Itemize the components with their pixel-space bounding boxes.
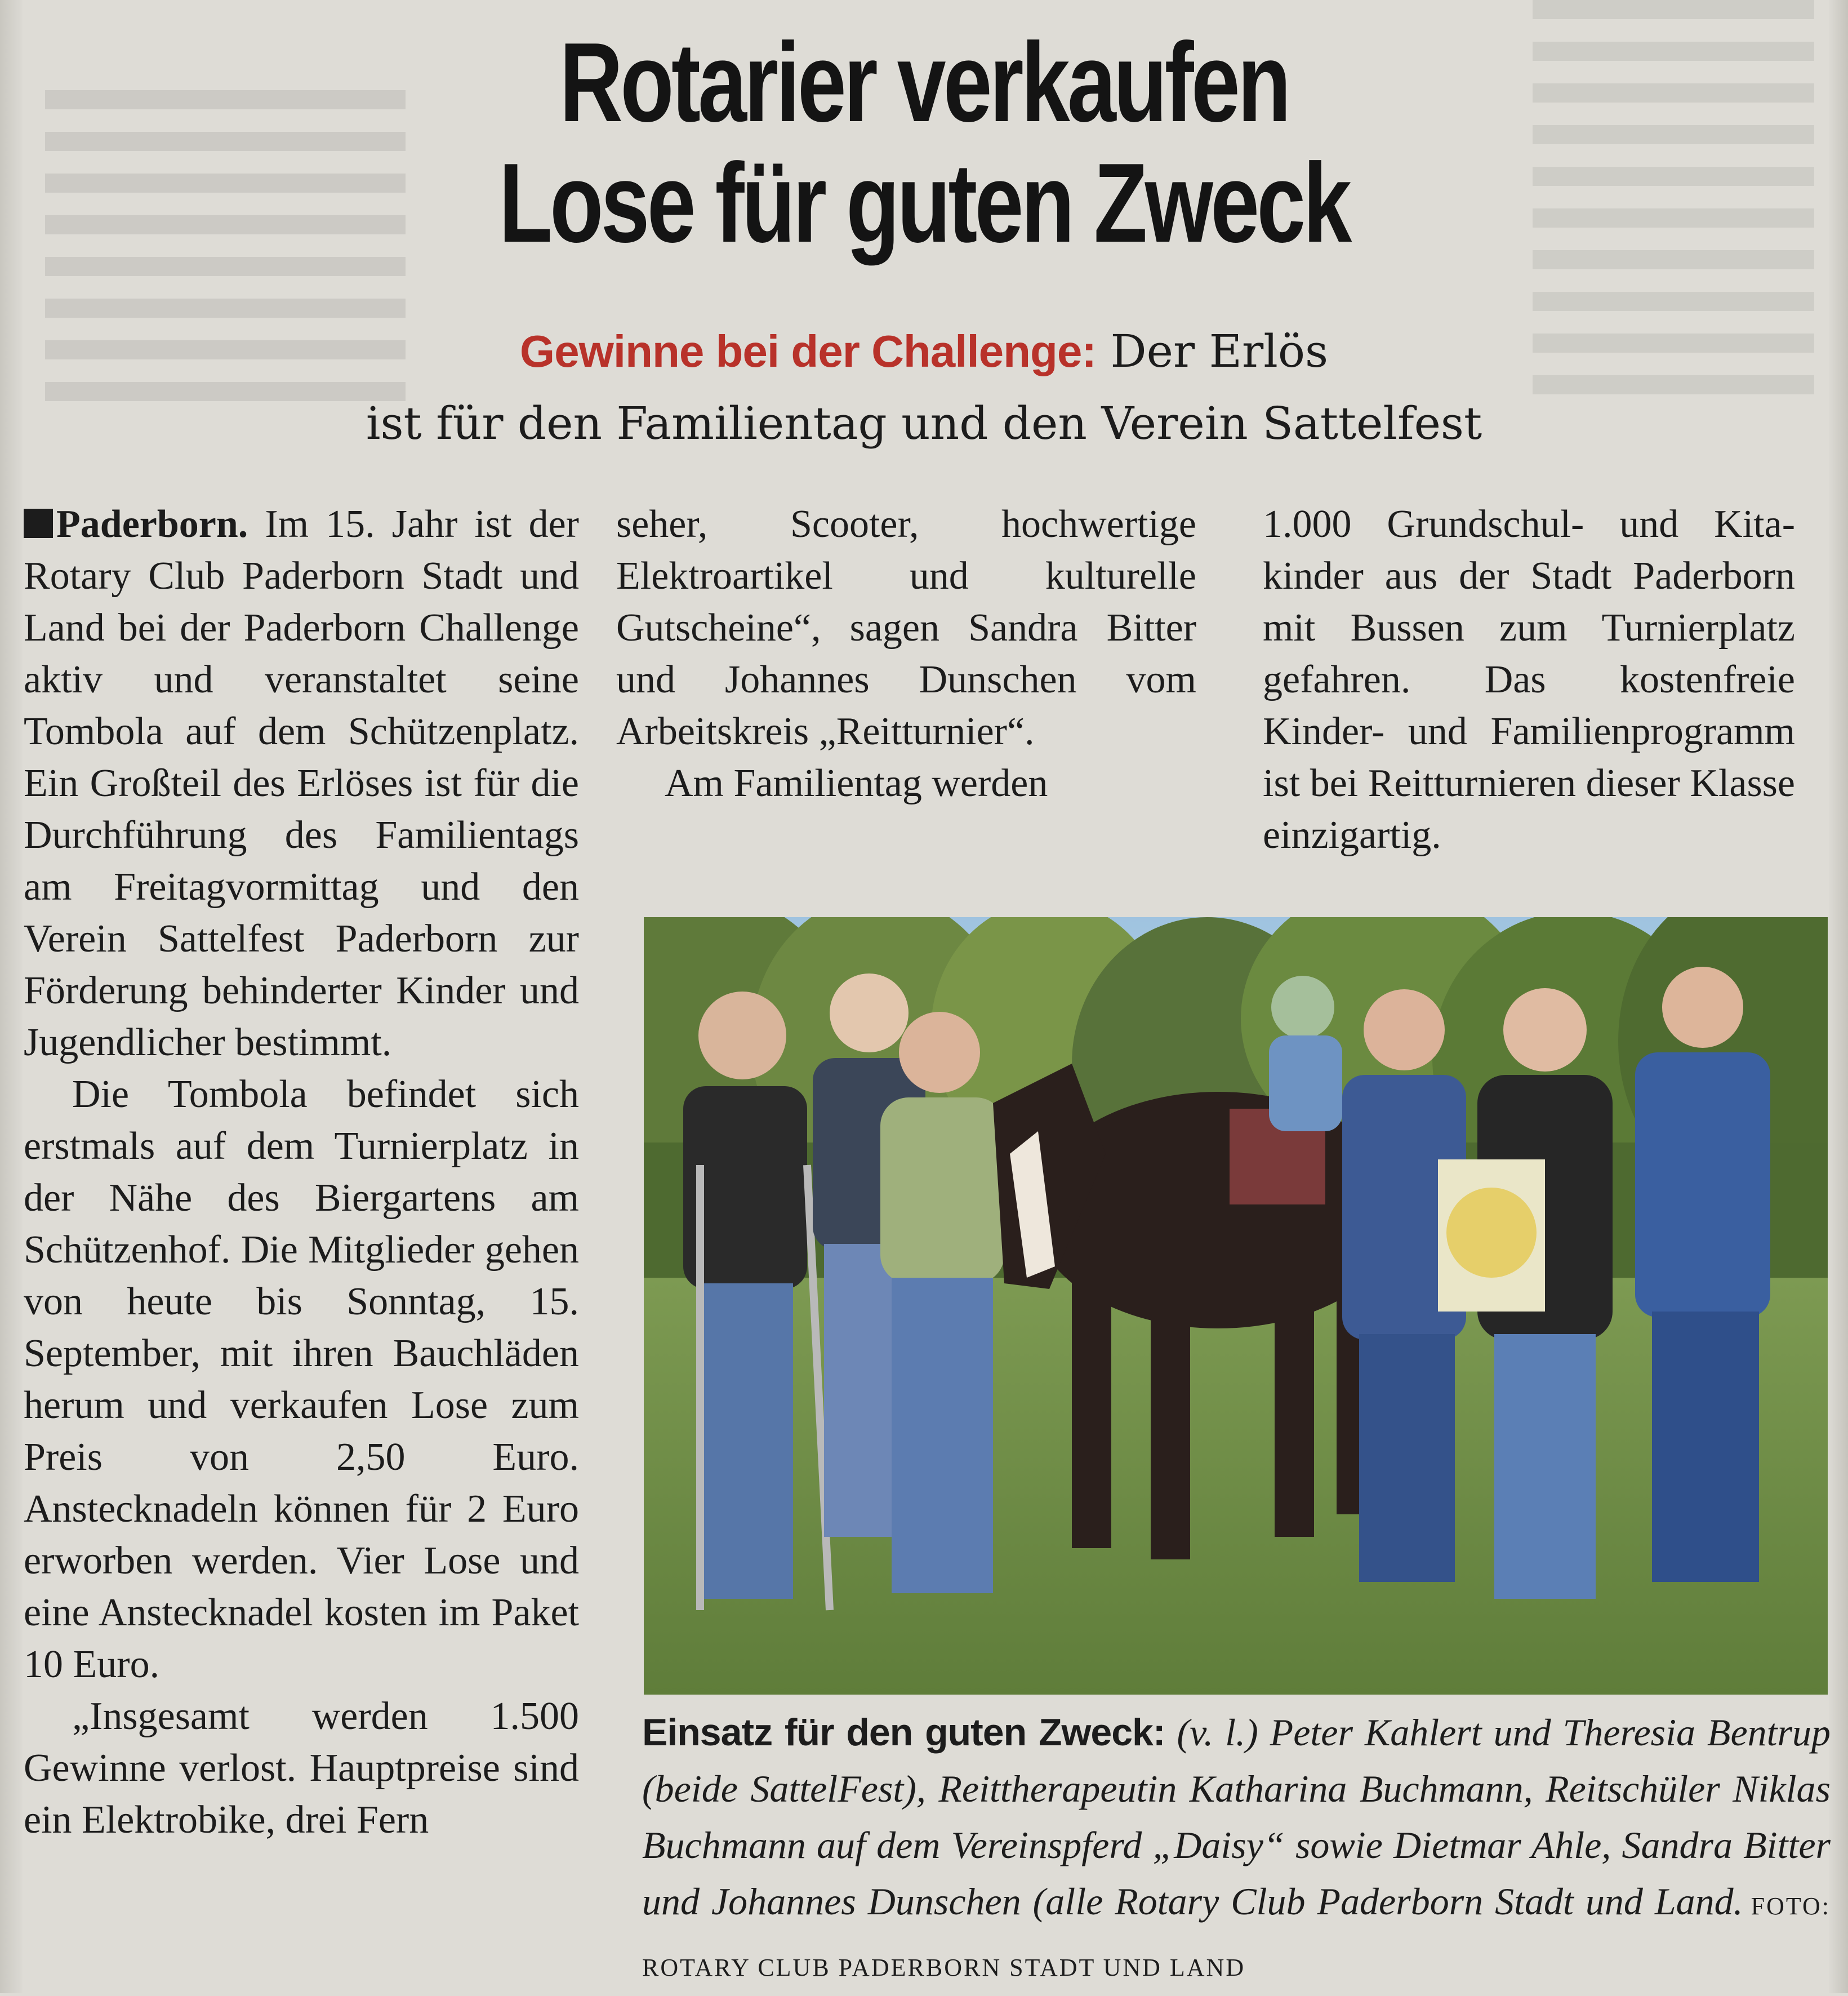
article-column-3 — [1263, 499, 1795, 861]
person-niklas-buchmann — [1269, 976, 1342, 1131]
paragraph: seher, Scooter, hochwertige Elektroartikel und kulturelle Gutscheine“, sagen Sandra Bitter und Johannes Dunschen vom Arbeitskreis „Reitturnier“. — [616, 503, 1196, 753]
photo-caption — [642, 1704, 1831, 1996]
dateline: Paderborn. — [56, 503, 248, 546]
article-column-2 — [616, 499, 1196, 810]
article-column-1 — [24, 499, 579, 1846]
caption-text: (v. l.) Peter Kahlert und Theresia Bentrup (beide SattelFest), Reittherapeutin Katharina Buchmann, Reitschüler Niklas Buchmann auf dem Vereinspferd „Daisy“ sowie Dietmar Ahle, Sandra Bitter und Johannes Dunschen (alle Rotary Club Paderborn Stadt und Land. — [642, 1711, 1831, 1923]
caption-title: Einsatz für den guten Zweck: — [642, 1711, 1165, 1754]
paragraph: Am Familientag werden — [665, 762, 1048, 805]
article-subhead — [0, 315, 1848, 460]
article-headline — [203, 20, 1645, 266]
subhead-kicker: Gewinne bei der Challenge: — [519, 326, 1097, 376]
paragraph: „Insgesamt werden 1.500 Gewinne verlost. Hauptpreise sind ein Elektrobike, drei Fern — [24, 1695, 579, 1842]
photo-credit: FOTO: ROTARY CLUB PADERBORN STADT UND LAND — [642, 1892, 1831, 1981]
right-margin-bleed — [1829, 0, 1848, 1993]
photo-illustration — [644, 917, 1828, 1695]
headline-line-1: Rotarier verkaufen — [559, 20, 1289, 145]
headline-line-2: Lose für guten Zweck — [498, 140, 1350, 266]
lead-square-icon — [24, 509, 53, 538]
person-johannes-dunschen — [1635, 967, 1770, 1582]
left-margin-bleed — [0, 0, 23, 1993]
paragraph: 1.000 Grundschul- und Kitakinder aus der Stadt Paderborn mit Bussen zum Turnierplatz gefahren. Das kostenfreie Kinder- und Familienprogramm ist bei Reitturnieren dieser Klasse einzigartig. — [1263, 503, 1795, 857]
article-photo — [644, 917, 1828, 1695]
subhead-text-line-1: Der Erlös — [1096, 325, 1329, 377]
subhead-text-line-2: ist für den Familientag und den Verein Sattelfest — [366, 397, 1482, 450]
paragraph — [24, 499, 579, 1069]
paragraph: Die Tombola befindet sich erstmals auf dem Turnierplatz in der Nähe des Biergartens am Schützenhof. Die Mitglieder gehen von heute bis Sonntag, 15. September, mit ihren Bauchläden herum und verkaufen Lose zum Preis von 2,50 Euro. Anstecknadeln können für 2 Euro erworben werden. Vier Lose und eine Anstecknadel kosten im Paket 10 Euro. — [24, 1073, 579, 1686]
paragraph-text: Im 15. Jahr ist der Rotary Club Paderborn Stadt und Land bei der Paderborn Challenge aktiv und veranstaltet seine Tombola auf dem Schützenplatz. Ein Großteil des Erlöses ist für die Durchführung des Familientags am Freitagvormittag und den Verein Sattelfest Paderborn zur Förderung behinderter Kinder und Jugendlicher bestimmt. — [24, 503, 579, 1064]
